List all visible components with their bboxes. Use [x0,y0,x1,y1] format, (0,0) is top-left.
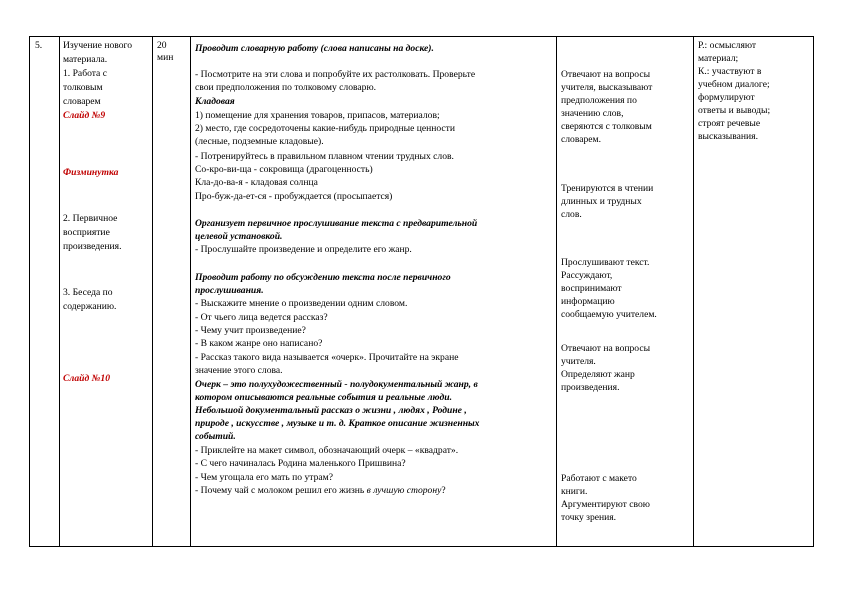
emphasis-text: в лучшую сторону [366,485,442,496]
students-text: длинных и трудных [561,196,642,207]
stage-text: словарем [63,96,101,107]
stage-text: Изучение нового [63,40,133,51]
students-text: словарем. [561,134,602,145]
teacher-line: Кладовая [195,96,235,107]
students-text: Рассуждают, [561,270,613,281]
uud-text: высказывания. [698,131,758,142]
stage-text: 3. Беседа по [63,287,113,298]
students-text: книги. [561,486,588,497]
teacher-line: Кла-до-ва-я - кладовая солнца [195,177,318,188]
teacher-line: 2) место, где сосредоточены какие-нибудь природные ценности [195,123,456,134]
students-text: Отвечают на вопросы [561,69,651,80]
time-cell [153,37,191,547]
teacher-line: Со-кро-ви-ща - сокровища (драгоценность) [195,164,373,175]
uud-text: строят речевые [698,118,761,129]
teacher-line: свои предположения по толковому словарю. [195,82,377,93]
uud-text: учебном диалоге; [698,79,770,90]
students-text: информацию [561,296,615,307]
teacher-line: природе , искусстве , музыке и т. д. Краткое описание жизненных [195,418,480,429]
lesson-table [29,36,814,547]
teacher-line: котором описываются реальные события и реальные люди. [195,392,452,403]
teacher-line: событий. [195,431,236,442]
teacher-line: - Чему учит произведение? [195,325,306,336]
teacher-line: - Рассказ такого вида называется «очерк». Прочитайте на экране [195,352,459,363]
fizminutka-label: Физминутка [63,167,119,178]
uud-text: ответы и выводы; [698,105,771,116]
students-text: точку зрения. [561,512,617,523]
teacher-line: 1) помещение для хранения товаров, припасов, материалов; [195,110,440,121]
students-text: учителя, высказывают [561,82,653,93]
stage-text: толковым [63,82,103,93]
teacher-line: - В каком жанре оно написано? [195,338,323,349]
students-cell [557,37,694,547]
students-text: сверяются с толковым [561,121,652,132]
students-text: Аргументируют свою [561,499,650,510]
table-row [30,37,814,547]
slide-label: Слайд №10 [63,373,110,384]
row-number: 5. [35,40,43,51]
teacher-line: целевой установкой. [195,231,283,242]
teacher-line: - Потренируйтесь в правильном плавном чтении трудных слов. [195,151,454,162]
time-text: мин [157,52,174,63]
teacher-line: Организует первичное прослушивание текста с предварительной [195,218,478,229]
students-text: сообщаемую учителем. [561,309,657,320]
stage-text: материала. [63,54,108,65]
teacher-line: Проводит словарную работу (слова написаны на доске). [195,43,434,54]
stage-text: произведения. [63,241,122,252]
time-text: 20 [157,40,167,51]
teacher-line: - Прослушайте произведение и определите его жанр. [195,244,412,255]
teacher-line: Про-буж-да-ет-ся - пробуждается (просыпается) [195,191,393,202]
students-text: воспринимают [561,283,622,294]
students-text: предположения по [561,95,637,106]
stage-text: 2. Первичное [63,213,118,224]
teacher-line: (лесные, подземные кладовые). [195,136,324,147]
students-text: Определяют жанр [561,369,635,380]
teacher-line: - От чьего лица ведется рассказ? [195,312,328,323]
teacher-line: - Чем угощала его мать по утрам? [195,472,333,483]
uud-text: формулируют [698,92,755,103]
students-text: слов. [561,209,582,220]
students-text: учителя. [561,356,596,367]
slide-label: Слайд №9 [63,110,106,121]
uud-text: К.: участвуют в [698,66,762,77]
teacher-line: прослушивания. [195,285,264,296]
students-text: значению слов, [561,108,624,119]
uud-text: материал; [698,53,739,64]
students-text: Отвечают на вопросы [561,343,651,354]
teacher-cell [191,37,557,547]
teacher-line: значение этого слова. [195,365,283,376]
number-cell [30,37,60,547]
students-text: Работают с макето [561,473,637,484]
stage-text: восприятие [63,227,110,238]
students-text: Тренируются в чтении [561,183,654,194]
students-text: произведения. [561,382,620,393]
teacher-line: - Посмотрите на эти слова и попробуйте их растолковать. Проверьте [195,69,476,80]
stage-text: содержанию. [63,301,117,312]
stage-cell [60,37,153,547]
teacher-line: Проводит работу по обсуждению текста после первичного [195,272,451,283]
uud-text: Р.: осмысляют [698,40,757,51]
uud-cell [694,37,814,547]
students-text: Прослушивают текст. [561,257,650,268]
teacher-line: - Почему чай с молоком решил его жизнь в лучшую сторону? [195,485,446,496]
stage-text: 1. Работа с [63,68,107,79]
teacher-line: - Выскажите мнение о произведении одним словом. [195,298,408,309]
teacher-line: Небольшой документальный рассказ о жизни , людях , Родине , [195,405,467,416]
teacher-line: - Приклейте на макет символ, обозначающий очерк – «квадрат». [195,445,459,456]
teacher-line: Очерк – это полухудожественный - полудокументальный жанр, в [195,379,478,390]
teacher-line: - С чего начиналась Родина маленького Пришвина? [195,458,406,469]
